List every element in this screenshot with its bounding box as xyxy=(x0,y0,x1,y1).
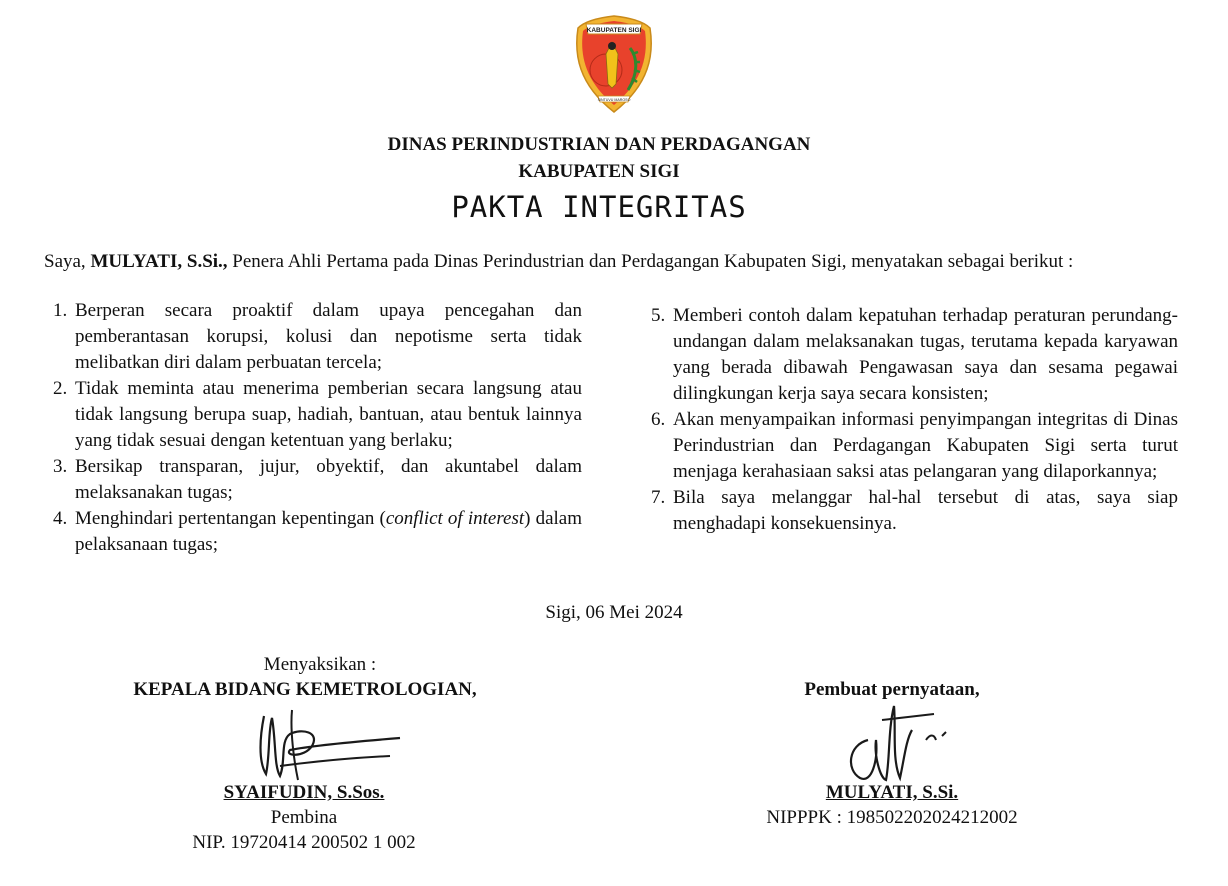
statement-number: 3. xyxy=(53,456,68,477)
org-name-line-2: KABUPATEN SIGI xyxy=(518,161,680,182)
statement-item xyxy=(44,298,582,376)
statement-number: 6. xyxy=(651,409,666,430)
witness-signature xyxy=(250,706,410,786)
intro-suffix: Penera Ahli Pertama pada Dinas Perindustrian dan Perdagangan Kabupaten Sigi, menyatakan sebagai berikut : xyxy=(227,251,1074,272)
maker-name: MULYATI, S.Si. xyxy=(825,782,959,803)
maker-nip: NIPPPK : 198502202024212002 xyxy=(766,807,1018,828)
logo-motto-text: SINTUVU MAROSO xyxy=(597,98,631,102)
maker-label: Pembuat pernyataan, xyxy=(804,679,980,700)
place-date: Sigi, 06 Mei 2024 xyxy=(545,602,683,623)
statement-item xyxy=(44,454,582,506)
statement-number: 1. xyxy=(53,300,68,321)
statement-number: 7. xyxy=(651,487,666,508)
statement-number: 5. xyxy=(651,305,666,326)
statement-text-part: ) dalam pelaksanaan tugas; xyxy=(75,508,582,555)
statement-number: 2. xyxy=(53,378,68,399)
statements-right-column xyxy=(642,303,1178,537)
statement-text-italic: conflict of interest xyxy=(385,508,525,529)
statement-number: 4. xyxy=(53,508,68,529)
statement-item xyxy=(44,506,582,558)
statement-text: Bila saya melanggar hal-hal tersebut di atas, saya siap menghadapi konsekuensinya. xyxy=(673,487,1178,534)
statements-left-column xyxy=(44,298,582,558)
intro-paragraph xyxy=(44,251,1073,273)
statement-item xyxy=(44,376,582,454)
org-name-line-1: DINAS PERINDUSTRIAN DAN PERDAGANGAN xyxy=(387,134,811,155)
witness-name: SYAIFUDIN, S.Sos. xyxy=(223,782,385,803)
statement-text xyxy=(75,506,582,558)
intro-declarant-name: MULYATI, S.Si., xyxy=(90,251,228,272)
kabupaten-sigi-logo xyxy=(572,14,656,114)
intro-prefix: Saya, xyxy=(44,251,91,272)
witness-rank: Pembina xyxy=(270,807,338,828)
statement-text: Berperan secara proaktif dalam upaya pencegahan dan pemberantasan korupsi, kolusi dan nepotisme serta tidak melibatkan diri dalam perbuatan tercela; xyxy=(75,300,582,373)
witness-nip: NIP. 19720414 200502 1 002 xyxy=(192,832,416,853)
statement-text-part: Menghindari pertentangan kepentingan ( xyxy=(75,508,386,529)
statement-item xyxy=(642,485,1178,537)
statement-item xyxy=(642,407,1178,485)
logo-banner-text: KABUPATEN SIGI xyxy=(586,27,642,34)
witness-title: KEPALA BIDANG KEMETROLOGIAN, xyxy=(133,679,477,700)
document-title: PAKTA INTEGRITAS xyxy=(451,190,747,224)
statement-text: Tidak meminta atau menerima pemberian secara langsung atau tidak langsung berupa suap, hadiah, bantuan, atau bentuk lainnya yang tidak sesuai dengan ketentuan yang berlaku; xyxy=(75,378,582,451)
statement-text: Memberi contoh dalam kepatuhan terhadap peraturan perundang-undangan dalam melaksanakan tugas, terutama kepada karyawan yang berada dibawah Pengawasan saya dan sesama pegawai dilingkungan kerja saya secara konsisten; xyxy=(673,305,1178,404)
maker-signature xyxy=(838,700,968,790)
witness-label: Menyaksikan : xyxy=(263,654,377,675)
statement-text: Bersikap transparan, jujur, obyektif, dan akuntabel dalam melaksanakan tugas; xyxy=(75,456,582,503)
statement-item xyxy=(642,303,1178,407)
statement-text: Akan menyampaikan informasi penyimpangan integritas di Dinas Perindustrian dan Perdagangan Kabupaten Sigi serta turut menjaga kerahasiaan saksi atas pelangaran yang dilaporkannya; xyxy=(673,409,1178,482)
